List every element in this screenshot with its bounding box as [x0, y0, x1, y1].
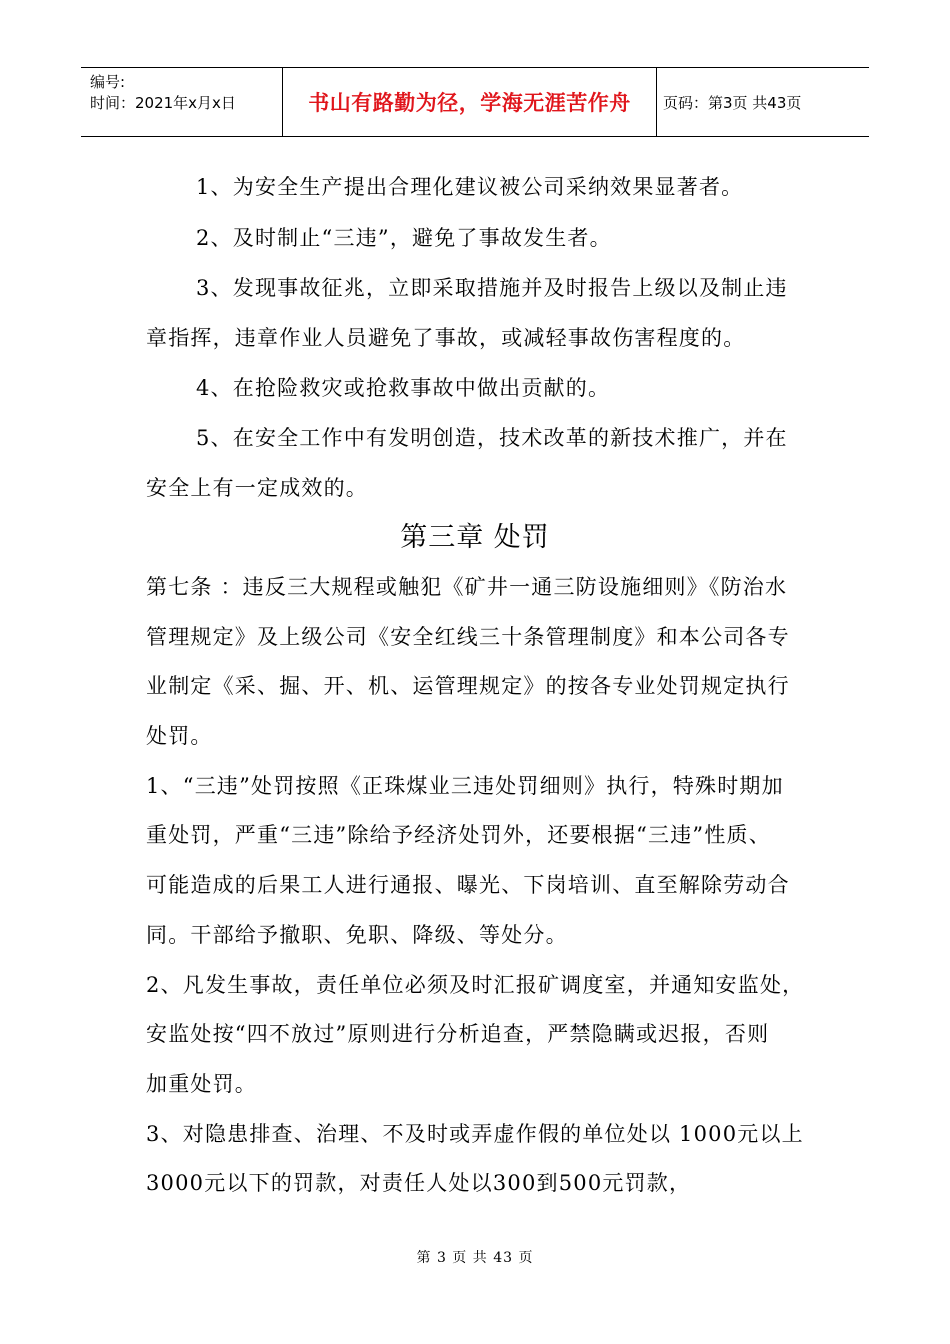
article-line-3: 业制定《采、掘、开、机、运管理规定》的按各专业处罚规定执行 — [146, 674, 790, 698]
article-line-7: 可能造成的后果工人进行通报、曝光、下岗培训、直至解除劳动合 — [146, 873, 790, 897]
article-line-11: 加重处罚。 — [146, 1072, 257, 1096]
header-page-info: 页码：第3页 共43页 — [663, 93, 802, 112]
header-time-label: 时间：2021年x月x日 — [90, 94, 236, 112]
body-line-4: 章指挥，违章作业人员避免了事故，或减轻事故伤害程度的。 — [146, 326, 746, 350]
article-line-2: 管理规定》及上级公司《安全红线三十条管理制度》和本公司各专 — [146, 625, 790, 649]
header-motto: 书山有路勤为径，学海无涯苦作舟 — [283, 68, 657, 136]
article-line-8: 同。干部给予撤职、免职、降级、等处分。 — [146, 923, 568, 947]
chapter-title: 第三章 处罚 — [400, 522, 550, 553]
article-line-10: 安监处按“四不放过”原则进行分析追查，严禁隐瞒或迟报，否则 — [146, 1022, 770, 1046]
header-number-label: 编号: — [90, 73, 126, 91]
article-line-4: 处罚。 — [146, 724, 213, 748]
article-line-13: 3000元以下的罚款，对责任人处以300到500元罚款， — [146, 1171, 692, 1195]
page-footer: 第 3 页 共 43 页 — [416, 1250, 534, 1266]
body-line-5: 4、在抢险救灾或抢救事故中做出贡献的。 — [196, 376, 611, 400]
page-header — [81, 67, 869, 137]
body-line-1: 1、为安全生产提出合理化建议被公司采纳效果显著者。 — [196, 175, 744, 199]
header-meta — [81, 68, 283, 136]
body-line-7: 安全上有一定成效的。 — [146, 476, 368, 500]
body-line-3: 3、发现事故征兆，立即采取措施并及时报告上级以及制止违 — [196, 276, 788, 300]
body-line-6: 5、在安全工作中有发明创造，技术改革的新技术推广，并在 — [196, 426, 788, 450]
article-line-12: 3、对隐患排查、治理、不及时或弄虚作假的单位处以 1000元以上 — [146, 1122, 804, 1146]
article-line-1: 第七条 ：违反三大规程或触犯《矿井一通三防设施细则》《防治水 — [146, 575, 788, 599]
article-line-9: 2、凡发生事故，责任单位必须及时汇报矿调度室，并通知安监处， — [146, 973, 805, 997]
article-line-6: 重处罚，严重“三违”除给予经济处罚外，还要根据“三违”性质、 — [146, 823, 771, 847]
body-line-2: 2、及时制止“三违”，避免了事故发生者。 — [196, 226, 612, 250]
article-line-5: 1、“三违”处罚按照《正珠煤业三违处罚细则》执行，特殊时期加 — [146, 774, 784, 798]
